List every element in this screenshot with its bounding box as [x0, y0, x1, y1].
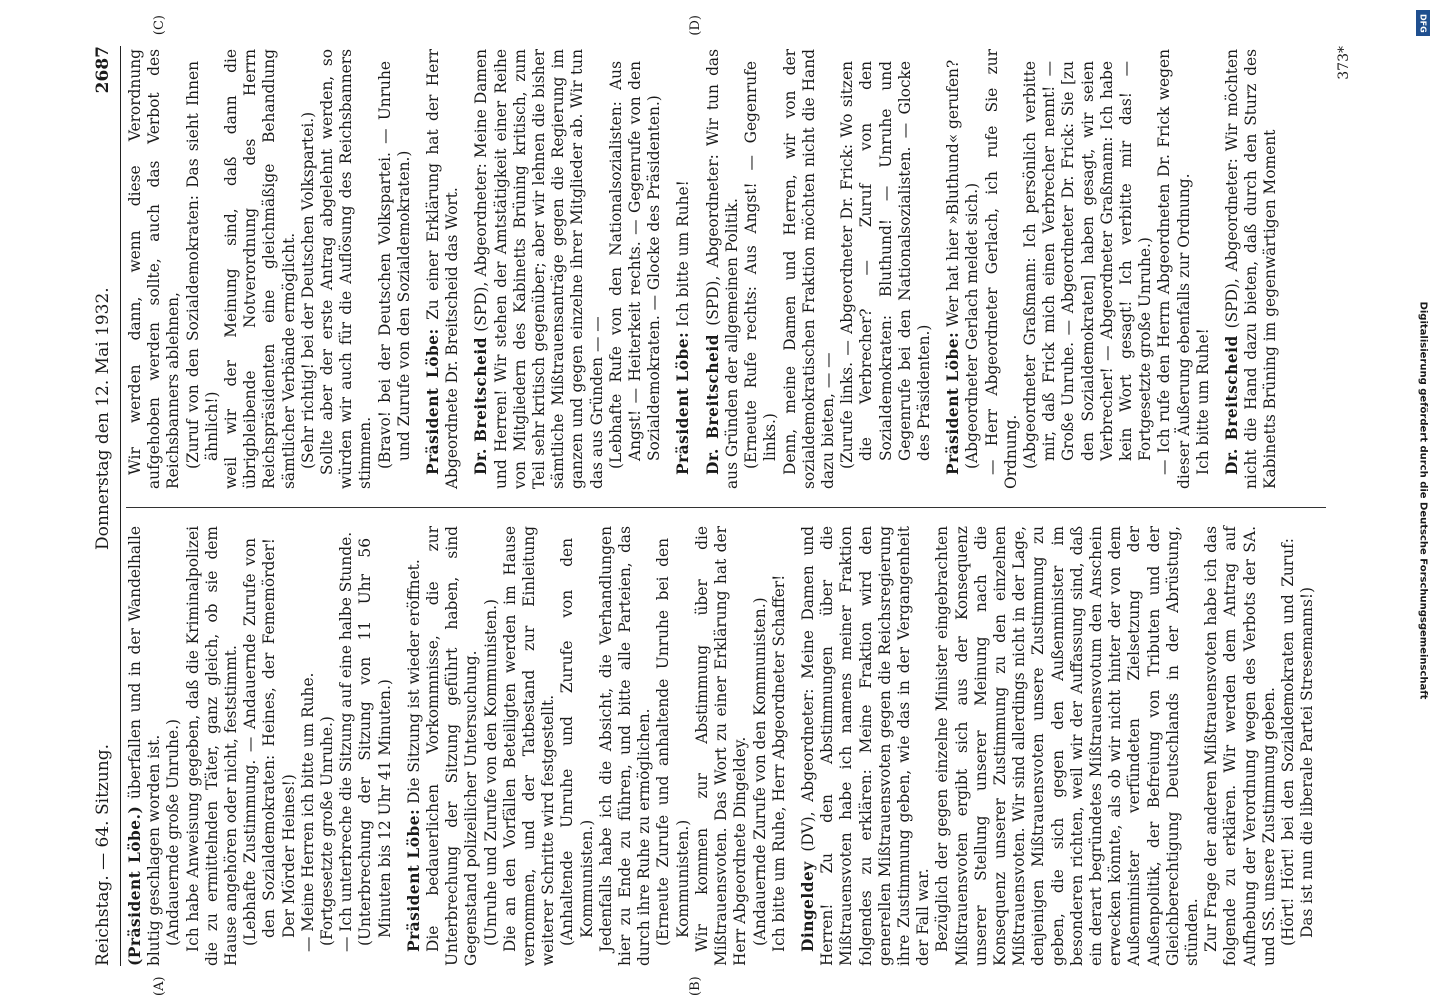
paragraph	[770, 526, 789, 966]
paragraph-text: (Fortgesetzte große Unruhe.)	[318, 716, 337, 946]
interjection	[963, 49, 982, 469]
header-date: Donnerstag den 12. Mai 1932.	[93, 287, 113, 550]
paragraph-text: Wir kommen zur Abstimmung über die Mißtrauensvoten. Das Wort zu einer Erklärung hat der Herr Abgeordnete Dingeldey.	[692, 526, 750, 966]
spacer	[414, 49, 424, 489]
paragraph	[983, 49, 1021, 489]
dfg-logo: DFG	[1416, 10, 1430, 36]
header-left: Reichstag. — 64. Sitzung.	[93, 743, 113, 966]
interjection	[1020, 49, 1155, 469]
paragraph-text: (Andauernde Zurufe von den Kommunisten.)	[750, 597, 769, 946]
columns	[126, 15, 1326, 996]
paragraph-text: (Zurufe links. — Abgeordneter Dr. Frick: Wo sitzen die Verbrecher? — Zuruf von den Sozialdemokraten: Bluthund! — Unruhe und Gegenrufe bei den Nationalsozialisten. — Glocke des Präsidenten.)	[838, 61, 933, 469]
interjection	[183, 49, 222, 469]
paragraph	[1155, 49, 1193, 489]
paragraph-text: (Lebhafte Rufe von den Nationalsozialisten: Aus Angst! — Heiterkeit rechts. — Gegenrufe von den Sozialdemokraten. — Glocke des Präsidenten.)	[606, 61, 664, 469]
paragraph-text: (Abgeordneter Graßmann: Ich persönlich verbitte mir, daß Frick mich einen Verbrecher nennt! — Große Unruhe. — Abgeordneter Dr. Frick: Sie [zu den Sozialdemokraten] haben gesagt, wir seien Verbrecher! — Abgeordneter Graßmann: Ich habe kein Wort gesagt! Ich verbitte mir das! — Fortgesetzte große Unruhe.)	[1020, 61, 1155, 469]
paragraph	[1202, 526, 1279, 966]
paragraph-text: (Lebhafte Zustimmung. — Andauernde Zurufe von den Sozialdemokraten: Heines, der Fememörder! Der Mörder Heines!)	[241, 538, 298, 946]
paragraph	[184, 526, 242, 966]
speaker-name: Dingeldey	[798, 861, 817, 952]
paragraph-text: — Meine Herren ich bitte um Ruhe.	[298, 672, 317, 952]
marker-a: (A)	[152, 976, 167, 996]
paragraph	[222, 49, 299, 489]
paragraph	[126, 526, 164, 966]
interjection	[375, 49, 414, 469]
paragraph-text: Die Sitzung ist wieder eröffnet.	[404, 559, 423, 809]
interjection	[298, 49, 318, 469]
paragraph-text: Bezüglich der gegen einzelne Minister eingebrachten Mißtrauensvoten ergibt sich aus der Konsequenz unserer Stellung unserer Meinung nach die Konsequenz unserer Zustimmung zu den einzelnen Mißtrauensvoten. Wir sind allerdings nicht in der Lage, denjenigen Mißtrauensvoten unsere Zustimmung zu geben, die sich gegen den Außenminister im besonderen richten, weil wir der Auffassung sind, daß ein derart begründetes Mißtrauensvotum den Anschein erwecken könnte, als ob wir nicht hinter der von dem Außenminister verfündeten Zielsetzung der Außenpolitik, der Befreiung von Tributen und der Gleichberechtigung Deutschlands in der Abrüstung, stünden.	[933, 526, 1201, 966]
spacer	[462, 49, 472, 489]
paragraph-text: Wir werden dann, wenn diese Verordnung aufgehoben werden sollte, auch das Verbot des Reichsbanners ablehnen,	[126, 49, 183, 489]
interjection	[356, 526, 394, 946]
paragraph	[799, 526, 933, 966]
paragraph-text: (Bravo! bei der Deutschen Volkspartei. — Unruhe und Zurufe von den Sozialdemokraten.)	[375, 61, 413, 469]
interjection	[654, 526, 692, 946]
speaker-name: Dr. Breitscheid	[1222, 335, 1241, 475]
paragraph-text: (SPD), Abgeordneter: Wir tun das aus Gründen der allgemeinen Politik.	[703, 48, 741, 489]
paragraph-text: (Unruhe und Zurufe von den Kommunisten.)	[481, 598, 500, 946]
interjection	[838, 49, 934, 469]
paragraph-text: überfallen und in der Wandelhalle blutig geschlagen worden ist.	[126, 526, 164, 966]
interjection	[750, 526, 770, 946]
paragraph-text: Ich bitte um Ruhe!	[1193, 328, 1212, 475]
paragraph-text: Ich habe Anweisung gegeben, daß die Kriminalpolizei die zu ermittelnden Täter, ganz gleich, ob sie dem Hause angehören oder nicht, feststimmt.	[183, 526, 241, 966]
speaker-name: (Präsident Löbe.)	[126, 805, 144, 966]
paragraph	[674, 49, 693, 489]
paragraph	[597, 526, 655, 966]
paragraph	[299, 526, 318, 966]
paragraph	[781, 49, 839, 489]
paragraph-text: — Herr Abgeordneter Gerlach, ich rufe Sie zur Ordnung.	[982, 49, 1020, 489]
interjection	[1278, 526, 1317, 946]
paragraph-text: (Zuruf von den Sozialdemokraten: Das sieht Ihnen ähnlich!)	[183, 61, 221, 469]
document-sheet	[86, 15, 1352, 996]
paragraph	[501, 526, 559, 966]
paragraph-text: Ich bitte um Ruhe, Herr Abgeordneter Schaffer!	[769, 574, 788, 952]
paragraph	[405, 526, 424, 966]
paragraph	[704, 49, 742, 489]
interjection	[241, 526, 299, 946]
paragraph	[424, 49, 462, 489]
paragraph-text: (Andauernde große Unruhe.)	[164, 718, 183, 946]
interjection	[481, 526, 501, 946]
speaker-name: Dr. Breitscheid	[703, 333, 722, 475]
marker-d: (D)	[688, 15, 703, 36]
digitization-credit: Digitalisierung gefördert durch die Deutsche Forschungsgemeinschaft	[1417, 301, 1429, 699]
interjection	[164, 526, 183, 946]
paragraph-text: (DV), Abgeordneter: Meine Damen und Herren! Zu den Abstimmungen über die Mißtrauensvoten habe ich namens meiner Fraktion folgendes zu erklären: Meine Fraktion wird den generellen Mißtrauensvoten gegen die Reichsregierung ihre Zustimmung geben, wie das in der Vergangenheit der Fall war.	[798, 526, 933, 966]
speaker-name: Präsident Löbe:	[424, 328, 443, 475]
interjection	[742, 49, 780, 469]
paragraph	[472, 49, 606, 489]
spacer	[664, 49, 674, 489]
right-column	[126, 15, 1326, 508]
paragraph-text: Ich bitte um Ruhe!	[674, 180, 693, 332]
interjection	[606, 49, 665, 469]
paragraph-text: Denn, meine Damen und Herren, wir von der sozialdemokratischen Fraktion möchten nicht die Hand dazu bieten, — —	[780, 49, 837, 489]
interjection	[558, 526, 596, 946]
spacer	[934, 49, 944, 489]
paragraph-text: Sollte aber der erste Antrag abgelehnt werden, so würden wir auch für die Auflösung des Reichsbanners stimmen.	[318, 49, 375, 489]
paragraph-text: (SPD), Abgeordneter: Meine Damen und Herren! Wir stehen der Amtstätigkeit einer Reihe von Mitgliedern des Kabinetts Brüning kritisch, zum Teil sehr kritisch gegenüber; aber wir lehnen die bisher sämtliche Mißtrauensanträge gegen die Regierung im ganzen und gegen einzelne ihrer Mitglieder ab. Wir tun das aus Gründen — —	[472, 48, 606, 489]
spacer	[694, 49, 704, 489]
paragraph-text: Zur Frage der anderen Mißtrauensvoten habe ich das folgende zu erklären. Wir werden dem Antrag auf Aufhebung der Verordnung wegen des Verbots der SA. und SS. unsere Zustimmung geben.	[1202, 526, 1278, 966]
interjection	[318, 526, 337, 946]
sidebar-credit	[1412, 0, 1434, 1000]
paragraph-text: Die an den Vorfällen Beteiligten werden im Hause vernommen, und der Tatbestand zur Einleitung weiterer Schritte wird festgestellt.	[500, 526, 558, 966]
page-header	[86, 46, 121, 966]
paragraph-text: (Erneute Rufe rechts: Aus Angst! — Gegenrufe links.)	[742, 61, 780, 469]
paragraph	[424, 526, 482, 966]
paragraph	[318, 49, 376, 489]
paragraph	[944, 49, 963, 489]
paragraph-text: (Abgeordneter Gerlach meldet sich.)	[963, 182, 982, 469]
paragraph	[337, 526, 356, 966]
paragraph-text: Die bedauerlichen Vorkommnisse, die zur Unterbrechung der Sitzung geführt haben, sind Gegenstand polizeilicher Untersuchung.	[424, 526, 481, 966]
spacer	[789, 526, 799, 966]
paragraph	[126, 49, 184, 489]
paragraph-text: (Unterbrechung der Sitzung von 11 Uhr 56 Minuten bis 12 Uhr 41 Minuten.)	[356, 538, 394, 946]
paragraph	[933, 526, 1202, 966]
paragraph	[1194, 49, 1213, 489]
footer-signature: 373*	[1336, 46, 1352, 80]
paragraph-text: — Ich rufe den Herrn Abgeordneten Dr. Frick wegen dieser Äußerung ebenfalls zur Ordnung.	[1155, 49, 1193, 489]
paragraph-text: (Sehr richtig! bei der Deutschen Volkspartei.)	[298, 111, 317, 469]
paragraph-text: (Erneute Zurufe und anhaltende Unruhe bei den Kommunisten.)	[654, 538, 692, 946]
left-column	[126, 508, 1326, 996]
speaker-name: Präsident Löbe:	[944, 331, 963, 475]
marker-c: (C)	[152, 15, 167, 36]
speaker-name: Präsident Löbe:	[404, 808, 423, 952]
paragraph	[693, 526, 751, 966]
paragraph-text: Jedenfalls habe ich die Absicht, die Verhandlungen hier zu Ende zu führen, und bitte alle Parteien, das durch ihre Ruhe zu ermöglichen.	[596, 526, 654, 966]
paragraph-text: weil wir der Meinung sind, daß dann die übrigbleibende Notverordnung des Herrn Reichspräsidenten eine gleichmäßige Behandlung sämtlicher Verbände ermöglicht.	[222, 49, 298, 489]
paragraph-text: (SPD), Abgeordneter: Wir möchten nicht die Hand dazu bieten, daß durch den Sturz des Kabinetts Brüning im gegenwärtigen Moment	[1222, 49, 1280, 489]
paragraph-text: (Hört! Hört! bei den Sozialdemokraten und Zuruf: Das ist nun die liberale Partei Stresemanns!)	[1278, 538, 1317, 946]
spacer	[1213, 49, 1223, 489]
spacer	[395, 526, 405, 966]
paragraph-text: — Ich unterbreche die Sitzung auf eine halbe Stunde.	[337, 531, 356, 952]
speaker-name: Präsident Löbe:	[674, 331, 693, 475]
paragraph-text: Zu einer Erklärung hat der Herr Abgeordnete Dr. Breitscheid das Wort.	[424, 49, 462, 489]
page-number: 2687	[93, 46, 113, 94]
speaker-name: Dr. Breitscheid	[472, 336, 491, 475]
paragraph	[1223, 49, 1281, 489]
marker-b: (B)	[688, 976, 703, 996]
paragraph-text: Wer hat hier »Bluthund« gerufen?	[944, 59, 963, 332]
paragraph-text: (Anhaltende Unruhe und Zurufe von den Kommunisten.)	[558, 538, 596, 946]
